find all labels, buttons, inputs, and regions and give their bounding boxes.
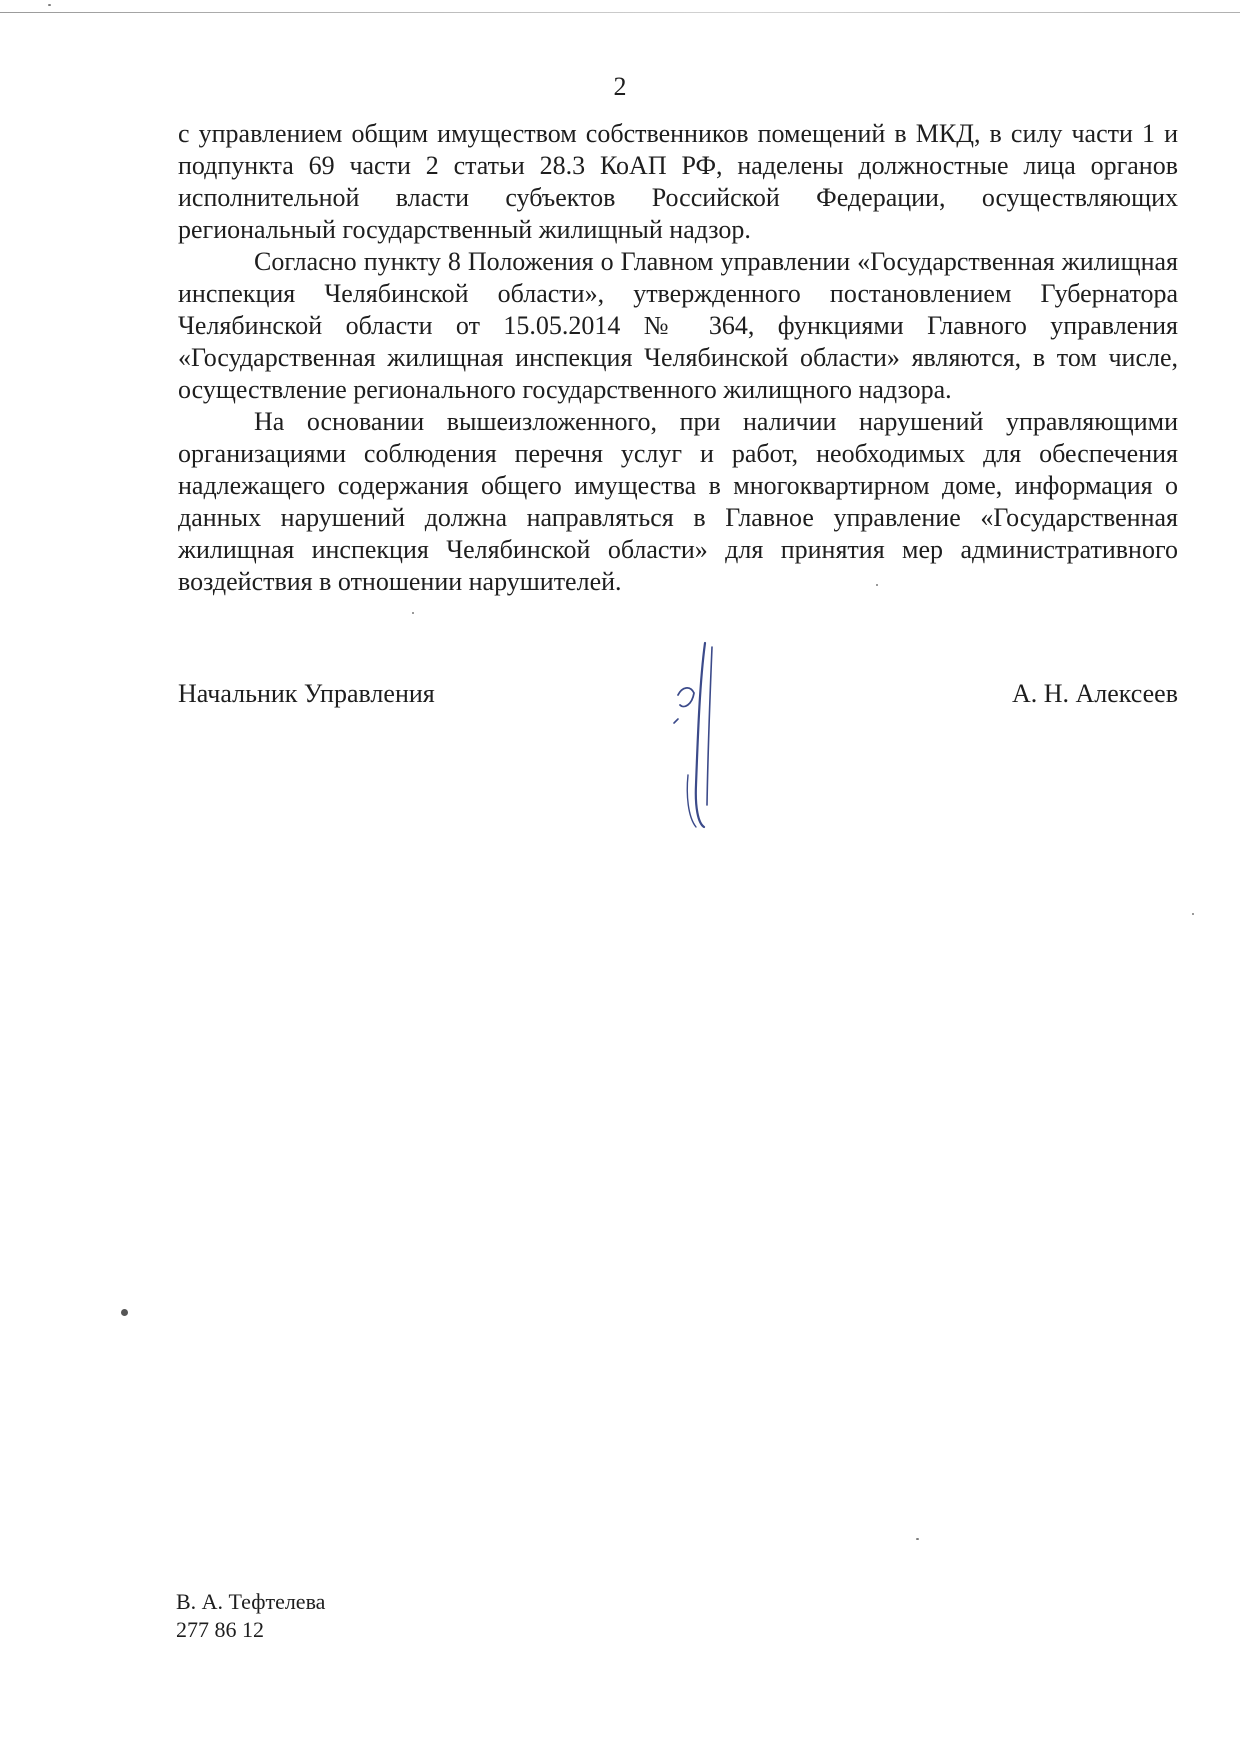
scan-speck — [876, 584, 878, 586]
paragraph-1: с управлением общим имуществом собственников помещений в МКД, в силу части 1 и подпункта 69 части 2 статьи 28.3 КоАП РФ, наделены должностные лица органов исполнительной власти субъектов Российской Федерации, осуществляющих региональный государственный жилищный надзор. — [178, 119, 1178, 244]
scan-speck — [412, 612, 414, 614]
paragraph-3: На основании вышеизложенного, при наличии нарушений управляющими организациями соблюдения перечня услуг и работ, необходимых для обеспечения надлежащего содержания общего имущества в многоквартирном доме, информация о данных нарушений должна направляться в Главное управление «Государственная жилищная инспекция Челябинской области» для принятия мер административного воздействия в отношении нарушителей. — [178, 407, 1178, 596]
executor-info — [176, 1588, 325, 1644]
scan-speck — [48, 4, 51, 6]
scan-speck — [1192, 913, 1194, 915]
page-number: 2 — [613, 72, 627, 101]
scan-speck — [916, 1538, 919, 1540]
handwritten-signature — [660, 635, 740, 835]
executor-phone: 277 86 12 — [176, 1617, 264, 1642]
letter-body — [178, 118, 1178, 598]
executor-name: В. А. Тефтелева — [176, 1589, 326, 1614]
scan-edge-line — [0, 12, 1240, 13]
signatory-name: А. Н. Алексеев — [1011, 679, 1178, 708]
scan-speck — [121, 1309, 128, 1316]
paragraph-2: Согласно пункту 8 Положения о Главном управлении «Государственная жилищная инспекция Челябинской области», утвержденного постановлением Губернатора Челябинской области от 15.05.2014 № 364, функциями Главного управления «Государственная жилищная инспекция Челябинской области» являются, в том числе, осуществление регионального государственного жилищного надзора. — [178, 247, 1178, 404]
signatory-position: Начальник Управления — [178, 679, 435, 708]
